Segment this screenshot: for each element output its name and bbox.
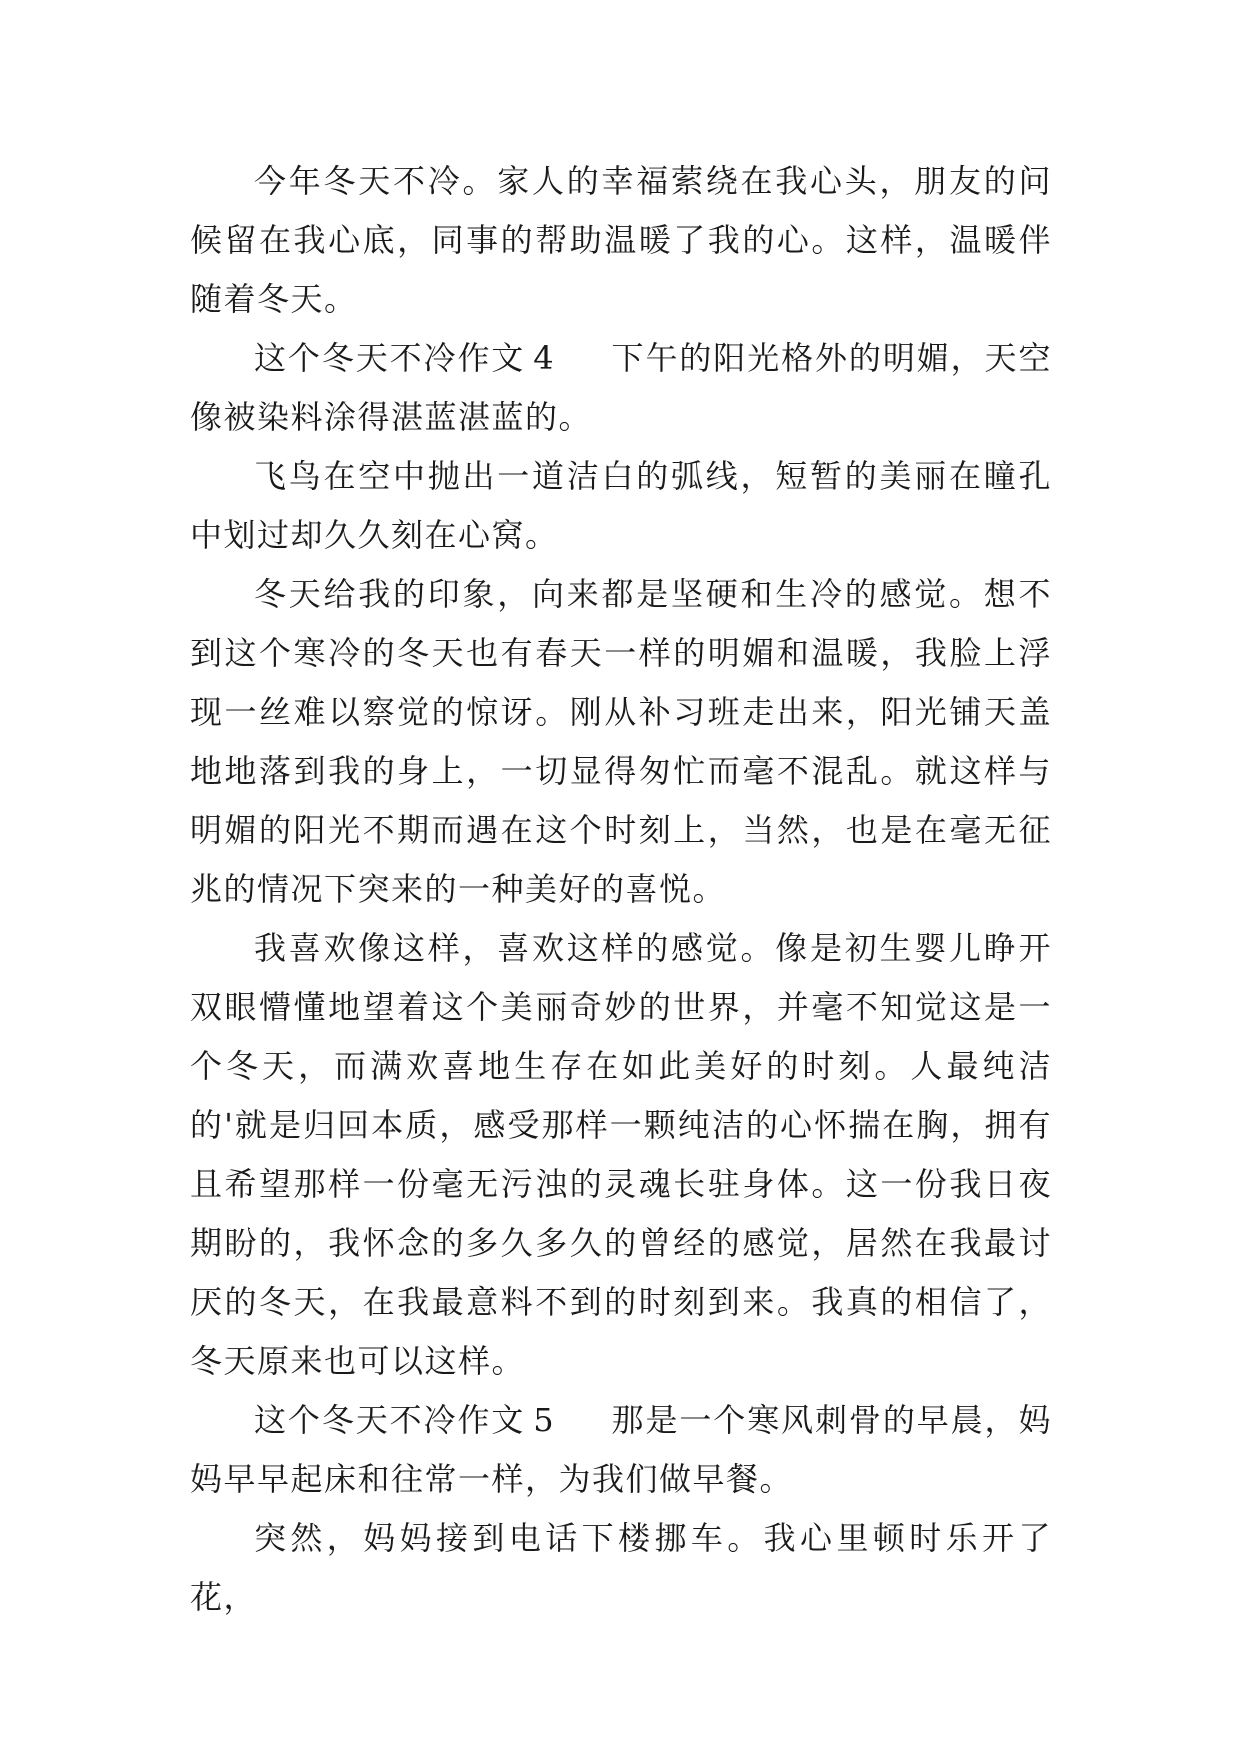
paragraph-3	[190, 447, 1052, 565]
section-number: 5	[533, 1401, 556, 1439]
paragraph-1	[190, 152, 1052, 329]
paragraph-5	[190, 919, 1052, 1391]
section-number: 4	[533, 339, 556, 377]
paragraph-text: 飞鸟在空中抛出一道洁白的弧线，短暂的美丽在瞳孔中划过却久久刻在心窝。	[190, 457, 1052, 554]
paragraph-4	[190, 565, 1052, 919]
paragraph-7	[190, 1509, 1052, 1627]
paragraph-text: 下午的阳光格外的明媚，天空像被染料涂得湛蓝湛蓝的。	[190, 339, 1052, 436]
paragraph-2	[190, 329, 1052, 447]
paragraph-text: 今年冬天不冷。家人的幸福萦绕在我心头，朋友的问候留在我心底，同事的帮助温暖了我的心。这样，温暖伴随着冬天。	[190, 162, 1052, 318]
section-heading: 这个冬天不冷作文	[254, 339, 526, 377]
paragraph-text: 那是一个寒风刺骨的早晨，妈妈早早起床和往常一样，为我们做早餐。	[190, 1401, 1052, 1498]
section-heading: 这个冬天不冷作文	[254, 1401, 526, 1439]
paragraph-6	[190, 1391, 1052, 1509]
paragraph-text: 冬天给我的印象，向来都是坚硬和生冷的感觉。想不到这个寒冷的冬天也有春天一样的明媚和温暖，我脸上浮现一丝难以察觉的惊讶。刚从补习班走出来，阳光铺天盖地地落到我的身上，一切显得匆忙而毫不混乱。就这样与明媚的阳光不期而遇在这个时刻上，当然，也是在毫无征兆的情况下突来的一种美好的喜悦。	[190, 575, 1052, 908]
paragraph-text: 突然，妈妈接到电话下楼挪车。我心里顿时乐开了花，	[190, 1519, 1052, 1616]
document-page	[190, 152, 1052, 1652]
paragraph-text: 我喜欢像这样，喜欢这样的感觉。像是初生婴儿睁开双眼懵懂地望着这个美丽奇妙的世界，并毫不知觉这是一个冬天，而满欢喜地生存在如此美好的时刻。人最纯洁的'就是归回本质，感受那样一颗纯洁的心怀揣在胸，拥有且希望那样一份毫无污浊的灵魂长驻身体。这一份我日夜期盼的，我怀念的多久多久的曾经的感觉，居然在我最讨厌的冬天，在我最意料不到的时刻到来。我真的相信了，冬天原来也可以这样。	[190, 929, 1052, 1380]
